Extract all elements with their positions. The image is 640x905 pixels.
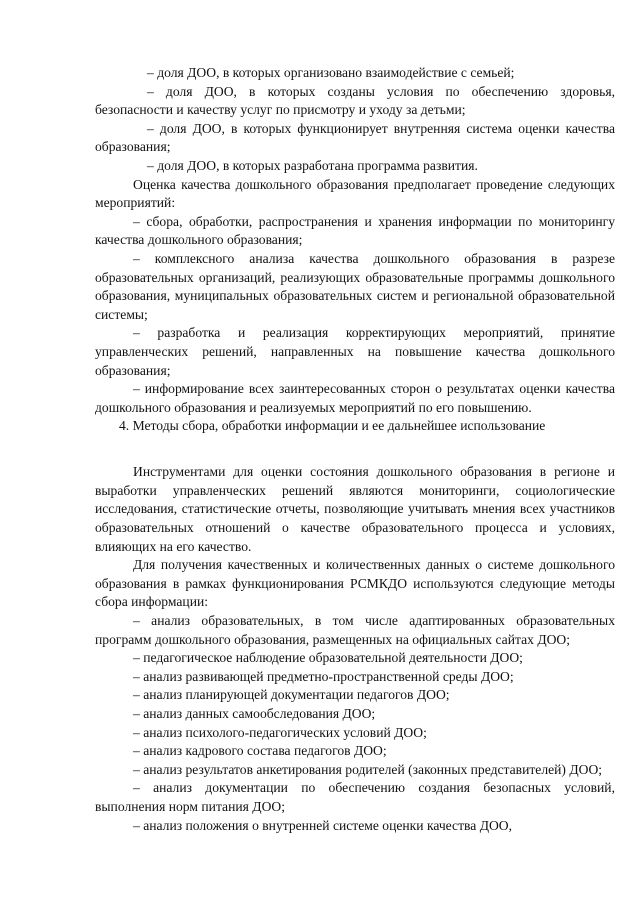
list-item-psych-conditions: – анализ психолого-педагогических условий ДОО; xyxy=(133,724,427,740)
list-item-program-analysis: – анализ образовательных, в том числе адаптированных образовательных программ дошкольного образования, размещенных на официальных сайтах ДОО; xyxy=(95,613,615,647)
list-item-parent-survey: – анализ результатов анкетирования родителей (законных представителей) ДОО; xyxy=(133,761,603,777)
list-item-corrective-measures: – разработка и реализация корректирующих мероприятий, принятие управленческих решений, направленных на повышение качества дошкольного образования; xyxy=(95,325,615,378)
list-item-internal-quality-system: – доля ДОО, в которых функционирует внутренняя система оценки качества образования; xyxy=(95,120,615,155)
list-item-safety-docs: – анализ документации по обеспечению создания безопасных условий, выполнения норм питания ДОО; xyxy=(95,780,615,814)
list-item-health-safety: – доля ДОО, в которых созданы условия по обеспечению здоровья, безопасности и качеству услуг по присмотру и уходу за детьми; xyxy=(95,83,615,118)
paragraph-instruments: Инструментами для оценки состояния дошкольного образования в регионе и выработки управленческих решений являются мониторинги, социологические исследования, статистические отчеты, позволяющие учитывать мнения всех участников образовательных отношений о качестве образовательного процесса и условиях, влияющих на его качество. xyxy=(95,464,615,554)
section-heading: 4. Методы сбора, обработки информации и ее дальнейшее использование xyxy=(119,418,546,434)
document-body xyxy=(95,64,615,835)
list-item-planning-docs: – анализ планирующей документации педагогов ДОО; xyxy=(133,687,450,703)
list-item-self-assessment: – анализ данных самообследования ДОО; xyxy=(133,706,376,721)
paragraph-data-methods: Для получения качественных и количественных данных о системе дошкольного образования в рамках функционирования РСМКДО используются следующие методы сбора информации: xyxy=(95,557,615,610)
list-item-family-interaction: – доля ДОО, в которых организовано взаимодействие с семьей; xyxy=(147,65,515,80)
list-item-informing-stakeholders: – информирование всех заинтересованных сторон о результатах оценки качества дошкольного образования и реализуемых мероприятий по его повышению. xyxy=(95,381,615,415)
list-item-staff-composition: – анализ кадрового состава педагогов ДОО; xyxy=(133,743,387,759)
list-item-complex-analysis: – комплексного анализа качества дошкольного образования в разрезе образовательных организаций, реализующих образовательные программы дошкольного образования, муниципальных образовательных систем и региональной образовательной системы; xyxy=(95,250,615,322)
list-item-environment-analysis: – анализ развивающей предметно-пространственной среды ДОО; xyxy=(133,668,514,684)
list-item-internal-system-regulation: – анализ положения о внутренней системе оценки качества ДОО, xyxy=(133,817,512,833)
list-item-observation: – педагогическое наблюдение образовательной деятельности ДОО; xyxy=(133,650,523,666)
paragraph-assessment-activities: Оценка качества дошкольного образования предполагает проведение следующих мероприятий: xyxy=(95,176,615,211)
list-item-development-program: – доля ДОО, в которых разработана программа развития. xyxy=(147,157,478,173)
list-item-data-collection: – сбора, обработки, распространения и хранения информации по мониторингу качества дошкольного образования; xyxy=(95,213,615,248)
